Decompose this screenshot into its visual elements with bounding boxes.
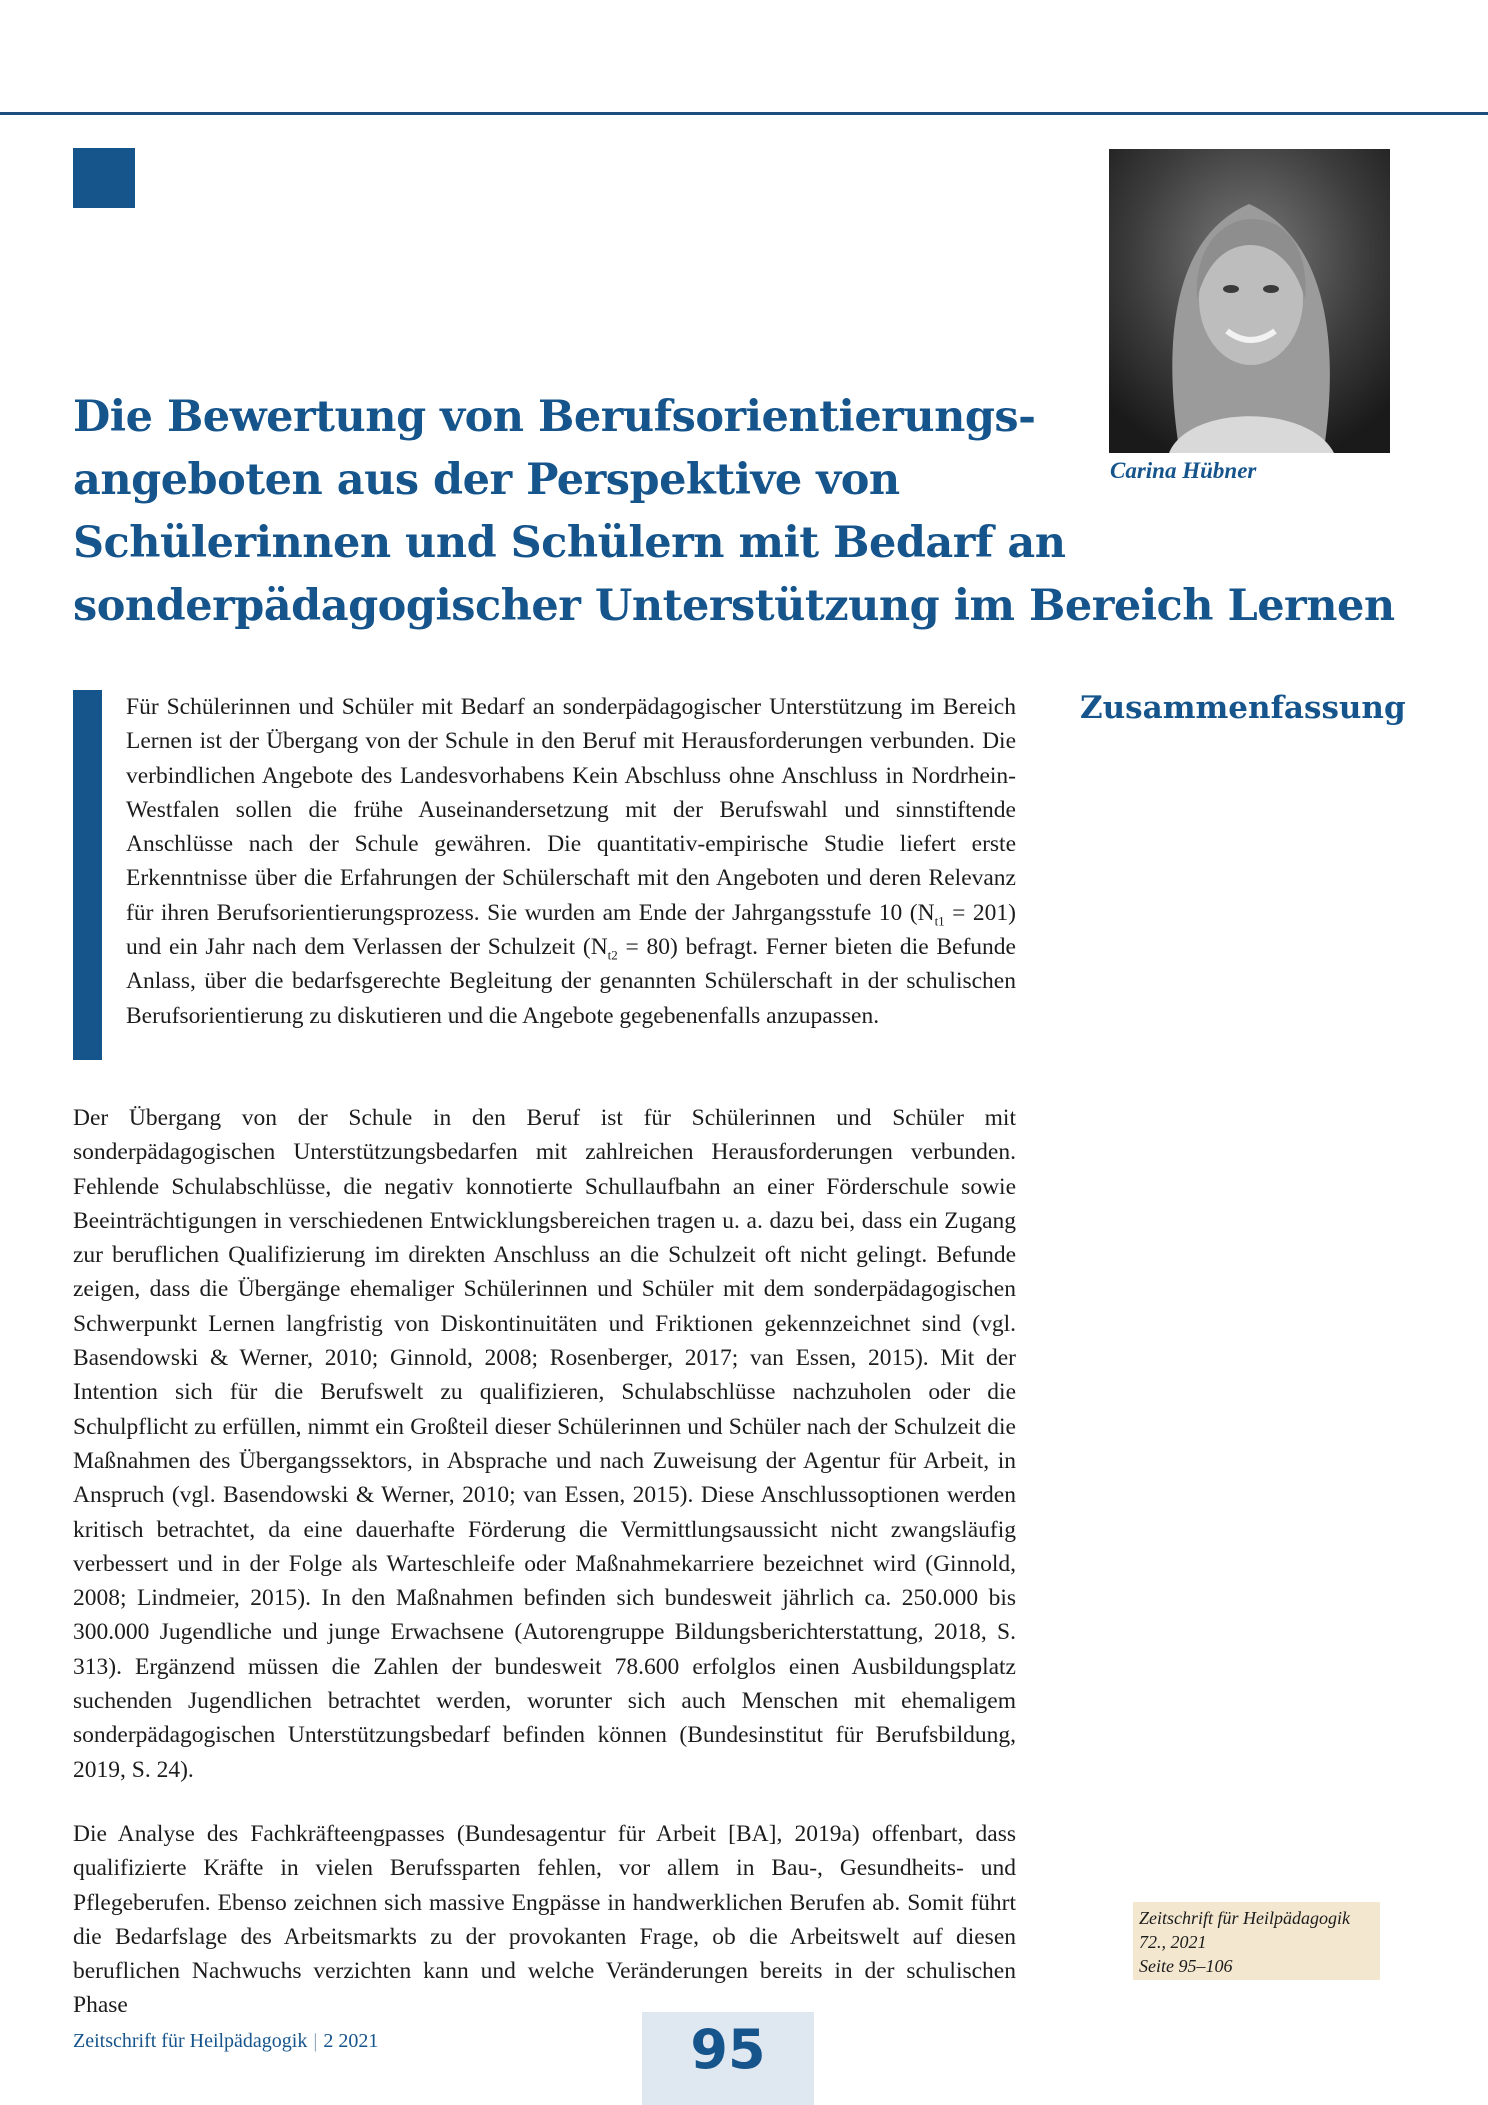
footer-journal-name: Zeitschrift für Heilpädagogik — [73, 2030, 308, 2052]
footer-journal — [73, 2030, 378, 2053]
abstract-accent-bar — [73, 690, 102, 1060]
abstract-subscript: t2 — [607, 947, 618, 963]
page-number: 95 — [690, 2018, 766, 2081]
body-paragraph: Der Übergang von der Schule in den Beruf ist für Schülerinnen und Schüler mit sonderpädagogischen Unterstützungsbedarfen mit zahlreichen Herausforderungen verbunden. Fehlende Schulabschlüsse, die negativ konnotierte Schullaufbahn an einer Förderschule sowie Beeinträchtigungen in verschiedenen Entwicklungsbereichen tragen u. a. dazu bei, dass ein Zugang zur beruflichen Qualifizierung im direkten Anschluss an die Schulzeit oft nicht gelingt. Befunde zeigen, dass die Übergänge ehemaliger Schülerinnen und Schüler mit dem sonderpädagogischen Schwerpunkt Lernen langfristig von Diskontinuitäten und Friktionen gekennzeichnet sind (vgl. Basendowski & Werner, 2010; Ginnold, 2008; Rosenberger, 2017; van Essen, 2015). Mit der Intention sich für die Berufswelt zu qualifizieren, Schulabschlüsse nachzuholen oder die Schulpflicht zu erfüllen, nimmt ein Großteil dieser Schülerinnen und Schüler nach der Schulzeit die Maßnahmen des Übergangssektors, in Absprache und nach Zuweisung der Agentur für Arbeit, in Anspruch (vgl. Basendowski & Werner, 2010; van Essen, 2015). Diese Anschlussoptionen werden kritisch betrachtet, da eine dauerhafte Förderung die Vermittlungsaussicht nicht zwangsläufig verbessert und in der Folge als Warteschleife oder Maßnahmekarriere bezeichnet wird (Ginnold, 2008; Lindmeier, 2015). In den Maßnahmen befinden sich bundesweit jährlich ca. 250.000 bis 300.000 Jugendliche und junge Erwachsene (Autorengruppe Bildungsberichterstattung, 2018, S. 313). Ergänzend müssen die Zahlen der bundesweit 78.600 erfolglos einen Ausbildungsplatz suchenden Jugendlichen betrachtet werden, worunter sich auch Menschen mit ehemaligem sonderpädagogischen Unterstützungsbedarf befinden können (Bundesinstitut für Berufsbildung, 2019, S. 24). — [73, 1105, 1016, 1783]
abstract-subscript: t1 — [934, 913, 945, 929]
top-rule — [0, 112, 1488, 115]
corner-square — [73, 148, 135, 208]
page-number-box — [642, 2012, 814, 2105]
footer-separator: | — [313, 2030, 318, 2052]
title-line: angeboten aus der Perspektive von — [73, 455, 900, 505]
author-name: Carina Hübner — [1110, 458, 1257, 483]
abstract-text — [126, 690, 1016, 1033]
journal-box-name: Zeitschrift für Heilpädagogik — [1139, 1908, 1350, 1928]
journal-box-pages: Seite 95–106 — [1139, 1956, 1233, 1976]
journal-box-volume: 72., 2021 — [1139, 1932, 1207, 1952]
body-paragraph: Die Analyse des Fachkräfteengpasses (Bundesagentur für Arbeit [BA], 2019a) offenbart, dass qualifizierte Kräfte in vielen Berufssparten fehlen, vor allem in Bau-, Gesundheits- und Pflegeberufen. Ebenso zeichnen sich massive Engpässe in handwerklichen Berufen ab. Somit führt die Bedarfslage des Arbeitsmarkts zu der provokanten Frage, ob die Arbeitswelt auf diesen beruflichen Nachwuchs verzichten kann und welche Veränderungen bereits in der schulischen Phase — [73, 1821, 1016, 2019]
article-title — [73, 386, 1395, 638]
journal-citation-box — [1133, 1902, 1380, 1980]
abstract-part: = 201) und ein Jahr nach dem Verlassen der Schulzeit (N — [126, 899, 1016, 961]
abstract-heading: Zusammenfassung — [1080, 690, 1406, 726]
abstract-part: = 80) befragt. Ferner bieten die Befunde Anlass, über die bedarfsgerechte Begleitung der genannten Schülerschaft in der schulischen Berufsorientierung zu diskutieren und die Angebote gegebenenfalls anzupassen. — [126, 934, 1016, 1029]
title-line: Schülerinnen und Schülern mit Bedarf an — [73, 518, 1066, 568]
abstract-part: Für Schülerinnen und Schüler mit Bedarf an sonderpädagogischer Unterstützung im Bereich Lernen ist der Übergang von der Schule in den Beruf mit Herausforderungen verbunden. Die verbindlichen Angebote des Landesvorhabens Kein Abschluss ohne Anschluss in Nordrhein-Westfalen sollen die frühe Auseinandersetzung mit der Berufswahl und sinnstiftende Anschlüsse nach der Schule gewähren. Die quantitativ-empirische Studie liefert erste Erkenntnisse über die Erfahrungen der Schülerschaft mit den Angeboten und deren Relevanz für ihren Berufsorientierungsprozess. Sie wurden am Ende der Jahrgangsstufe 10 (N — [126, 694, 1016, 926]
footer-issue: 2 2021 — [323, 2030, 379, 2052]
title-line: sonderpädagogischer Unterstützung im Bereich Lernen — [73, 581, 1395, 631]
title-line: Die Bewertung von Berufsorientierungs- — [73, 392, 1036, 442]
